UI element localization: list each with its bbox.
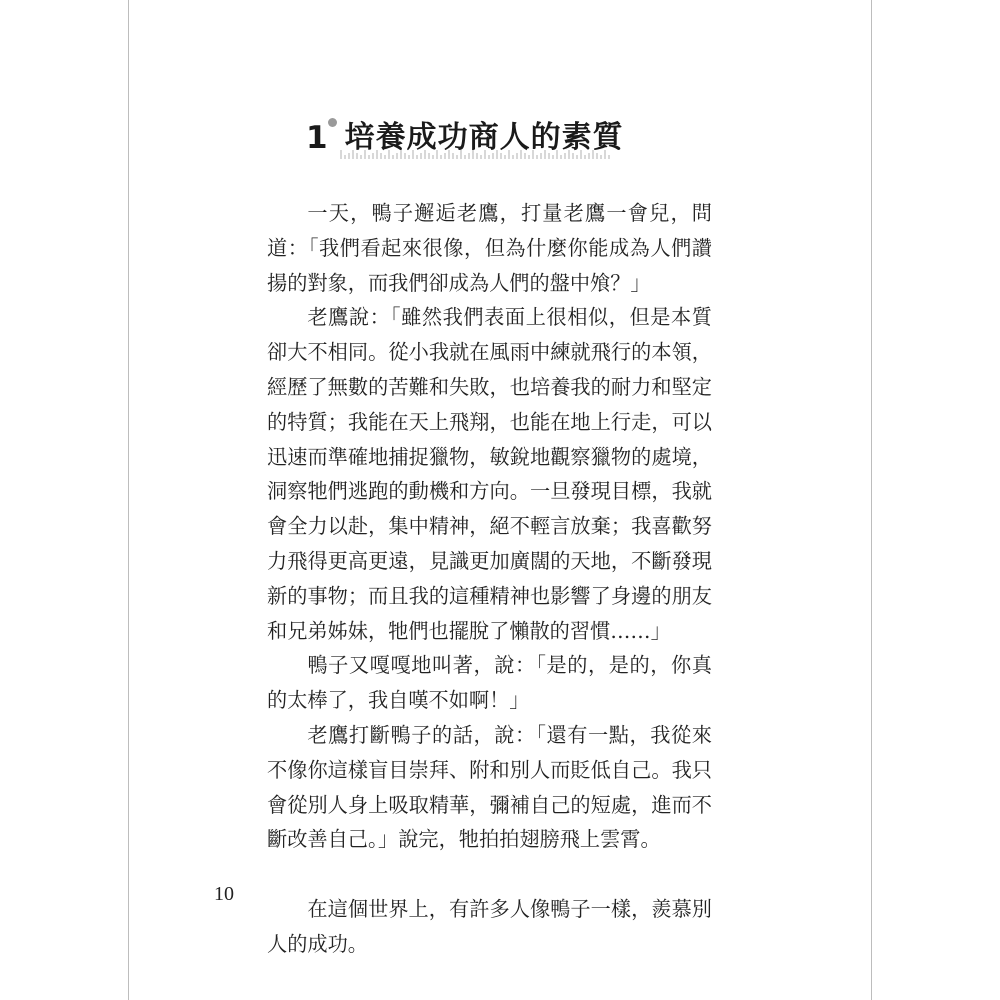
paragraph-3: 鴨子又嘎嘎地叫著，說：「是的，是的，你真的太棒了，我自嘆不如啊！」 xyxy=(267,653,712,713)
paragraph-5: 在這個世界上，有許多人像鴨子一樣，羨慕別人的成功。 xyxy=(267,897,712,956)
body-text xyxy=(267,196,712,962)
page-number: 10 xyxy=(214,883,234,905)
chapter-number: 1 xyxy=(306,120,327,156)
paragraph-4: 老鷹打斷鴨子的話，說：「還有一點，我從來不像你這樣盲目崇拜、附和別人而貶低自己。我只會從別人身上吸取精華，彌補自己的短處，進而不斷改善自己。」說完，牠拍拍翅膀飛上雲霄。 xyxy=(267,722,712,852)
chapter-heading xyxy=(306,118,624,168)
paragraph-2: 老鷹說：「雖然我們表面上很相似，但是本質卻大不相同。從小我就在風雨中練就飛行的本領，經歷了無數的苦難和失敗，也培養我的耐力和堅定的特質；我能在天上飛翔，也能在地上行走，可以迅速而準確地捕捉獵物，敏銳地觀察獵物的處境，洞察牠們逃跑的動機和方向。一旦發現目標，我就會全力以赴，集中精神，絕不輕言放棄；我喜歡努力飛得更高更遠，見識更加廣闊的天地，不斷發現新的事物；而且我的這種精神也影響了身邊的朋友和兄弟姊妹，牠們也擺脫了懶散的習慣……」 xyxy=(267,305,712,643)
heading-tick-ornament xyxy=(340,148,612,160)
paragraph-1: 一天，鴨子邂逅老鷹，打量老鷹一會兒，問道：「我們看起來很像，但為什麼你能成為人們讚揚的對象，而我們卻成為人們的盤中飧？」 xyxy=(267,201,712,295)
chapter-title: 培養成功商人的素質 xyxy=(344,120,624,155)
chapter-dot-ornament xyxy=(328,118,337,127)
